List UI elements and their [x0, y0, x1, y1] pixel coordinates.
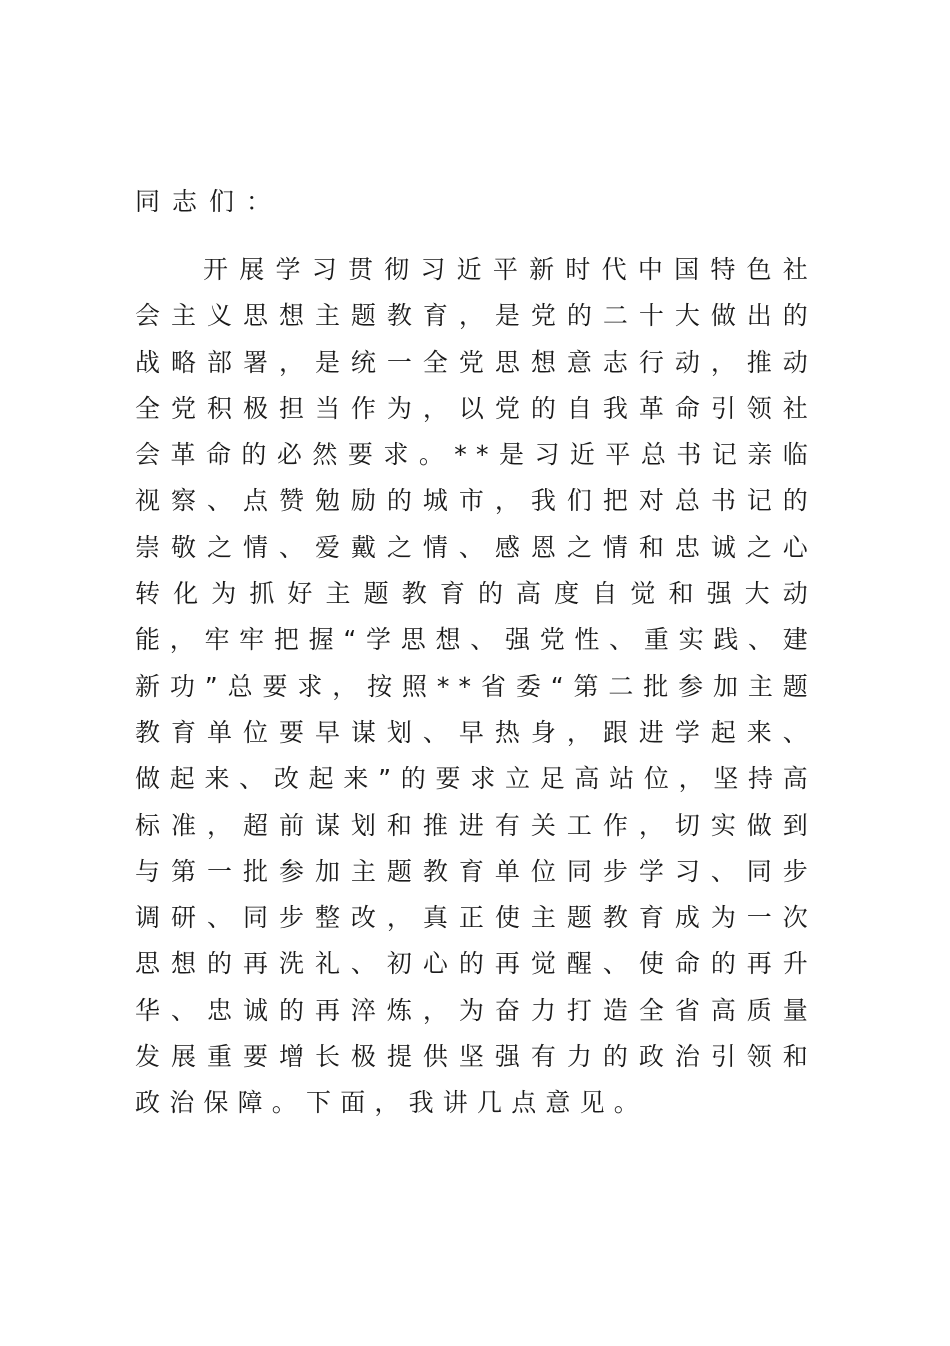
body-paragraph: 开展学习贯彻习近平新时代中国特色社会主义思想主题教育，是党的二十大做出的战略部署，是统一全党思想意志行动，推动全党积极担当作为，以党的自我革命引领社会革命的必然要求。**是习近平总书记亲临视察、点赞勉励的城市，我们把对总书记的崇敬之情、爱戴之情、感恩之情和忠诚之心转化为抓好主题教育的高度自觉和强大动能，牢牢把握“学思想、强党性、重实践、建新功”总要求，按照**省委“第二批参加主题教育单位要早谋划、早热身，跟进学起来、做起来、改起来”的要求立足高站位，坚持高标准，超前谋划和推进有关工作，切实做到与第一批参加主题教育单位同步学习、同步调研、同步整改，真正使主题教育成为一次思想的再洗礼、初心的再觉醒、使命的再升华、忠诚的再淬炼，为奋力打造全省高质量发展重要增长极提供坚强有力的政治引领和政治保障。下面，我讲几点意见。 [135, 255, 817, 1118]
salutation: 同志们： [135, 187, 284, 216]
